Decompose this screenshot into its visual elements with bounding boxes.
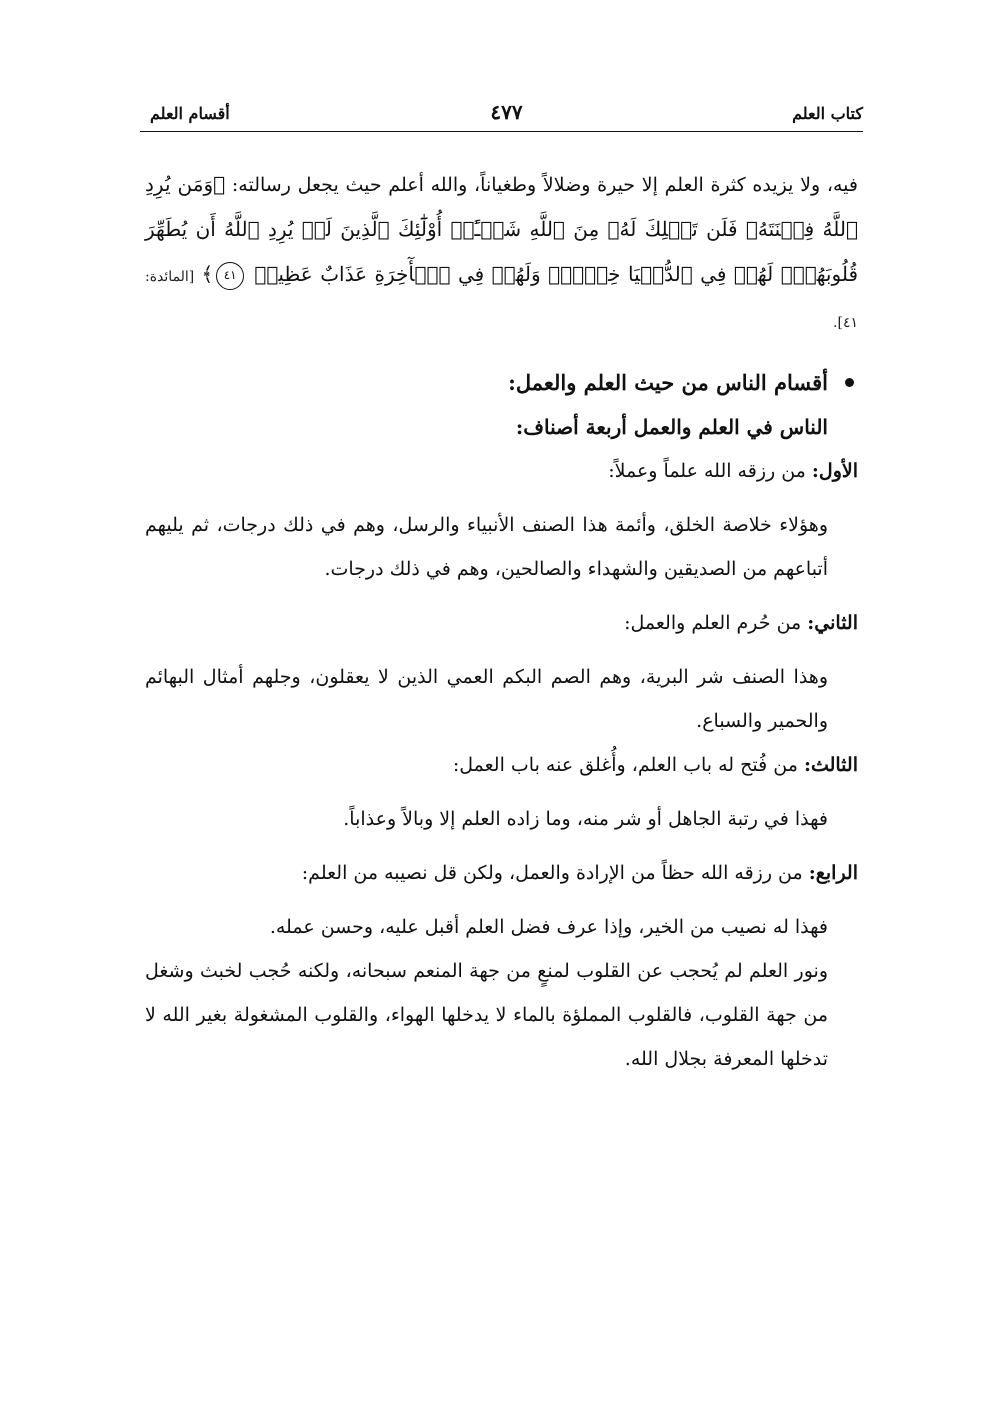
ayah-number-marker: ٤١: [216, 262, 244, 290]
category-heading: [145, 449, 858, 493]
category-heading-text: من حُرم العلم والعمل:: [624, 612, 808, 634]
category-label: الأول:: [811, 460, 858, 482]
intro-paragraph: [145, 162, 858, 345]
category-heading-text: من رزقه الله حظاً من الإرادة والعمل، ولكن قل نصيبه من العلم:: [301, 862, 809, 884]
header-divider: [140, 131, 863, 132]
category-description: فهذا له نصيب من الخير، وإذا عرف فضل العلم أقبل عليه، وحسن عمله.: [269, 916, 828, 938]
category-heading-text: من فُتح له باب العلم، وأُغلق عنه باب العمل:: [452, 754, 804, 776]
page-body: [145, 162, 858, 1081]
category-third: [145, 743, 858, 841]
category-heading: [145, 743, 858, 787]
category-second: [145, 601, 858, 743]
book-title: كتاب العلم: [792, 104, 863, 123]
verse-reference: [المائدة: ٤١].: [145, 269, 858, 331]
category-description: وهذا الصنف شر البرية، وهم الصم البكم العمي الذين لا يعقلون، وجلهم أمثال البهائم والحمير والسباع.: [145, 666, 828, 732]
category-label: الثالث:: [803, 754, 858, 776]
section-subtitle: الناس في العلم والعمل أربعة أصناف:: [515, 415, 828, 439]
intro-line-1: فيه، ولا يزيده كثرة العلم إلا حيرة وضلالاً وطغياناً، والله أعلم حيث يجعل: [297, 174, 859, 196]
page-number: ٤٧٧: [490, 100, 523, 124]
section-heading: [145, 361, 858, 405]
category-fourth: [145, 851, 858, 949]
category-description: وهؤلاء خلاصة الخلق، وأئمة هذا الصنف الأنبياء والرسل، وهم في ذلك درجات، ثم يليهم أتباعهم من الصديقين والشهداء والصالحين، وهم في ذلك درجات.: [145, 514, 828, 580]
category-label: الثاني:: [807, 612, 858, 634]
category-heading: [145, 601, 858, 645]
running-header: [150, 100, 863, 128]
quran-close-bracket: ﴾: [201, 262, 214, 286]
category-heading-text: من رزقه الله علماً وعملاً:: [608, 460, 812, 482]
chapter-title: أقسام العلم: [150, 104, 230, 123]
category-label: الرابع:: [808, 862, 858, 884]
bullet-icon: [845, 378, 854, 387]
quran-verse: وَمَن يُرِدِ ٱللَّهُ فِتۡنَتَهُۥ فَلَن تَمۡلِكَ لَهُۥ مِنَ ٱللَّهِ شَيۡـًٔاۚ أُوْلَٰٓئِكَ ٱلَّذِينَ لَمۡ يُرِدِ ٱللَّهُ أَن يُطَهِّرَ قُلُوبَهُمۡۚ لَهُمۡ فِي ٱلدُّنۡيَا خِزۡيٞۖ وَلَهُمۡ فِي ٱلۡأٓخِرَةِ عَذَابٌ عَظِيمٞ: [145, 172, 859, 286]
intro-line-2-prefix: رسالته:: [225, 174, 291, 196]
closing-paragraph: ونور العلم لم يُحجب عن القلوب لمنعٍ من جهة المنعم سبحانه، ولكنه حُجب لخبث وشغل من جهة القلوب، فالقلوب المملؤة بالماء لا يدخلها الهواء، والقلوب المشغولة بغير الله لا تدخلها المعرفة بجلال الله.: [145, 960, 828, 1070]
category-description: فهذا في رتبة الجاهل أو شر منه، وما زاده العلم إلا وبالاً وعذاباً.: [343, 808, 828, 830]
category-first: [145, 449, 858, 591]
section-title-text: أقسام الناس من حيث العلم والعمل:: [508, 370, 828, 395]
quran-open-bracket: ﴿: [213, 172, 226, 196]
category-heading: [145, 851, 858, 895]
